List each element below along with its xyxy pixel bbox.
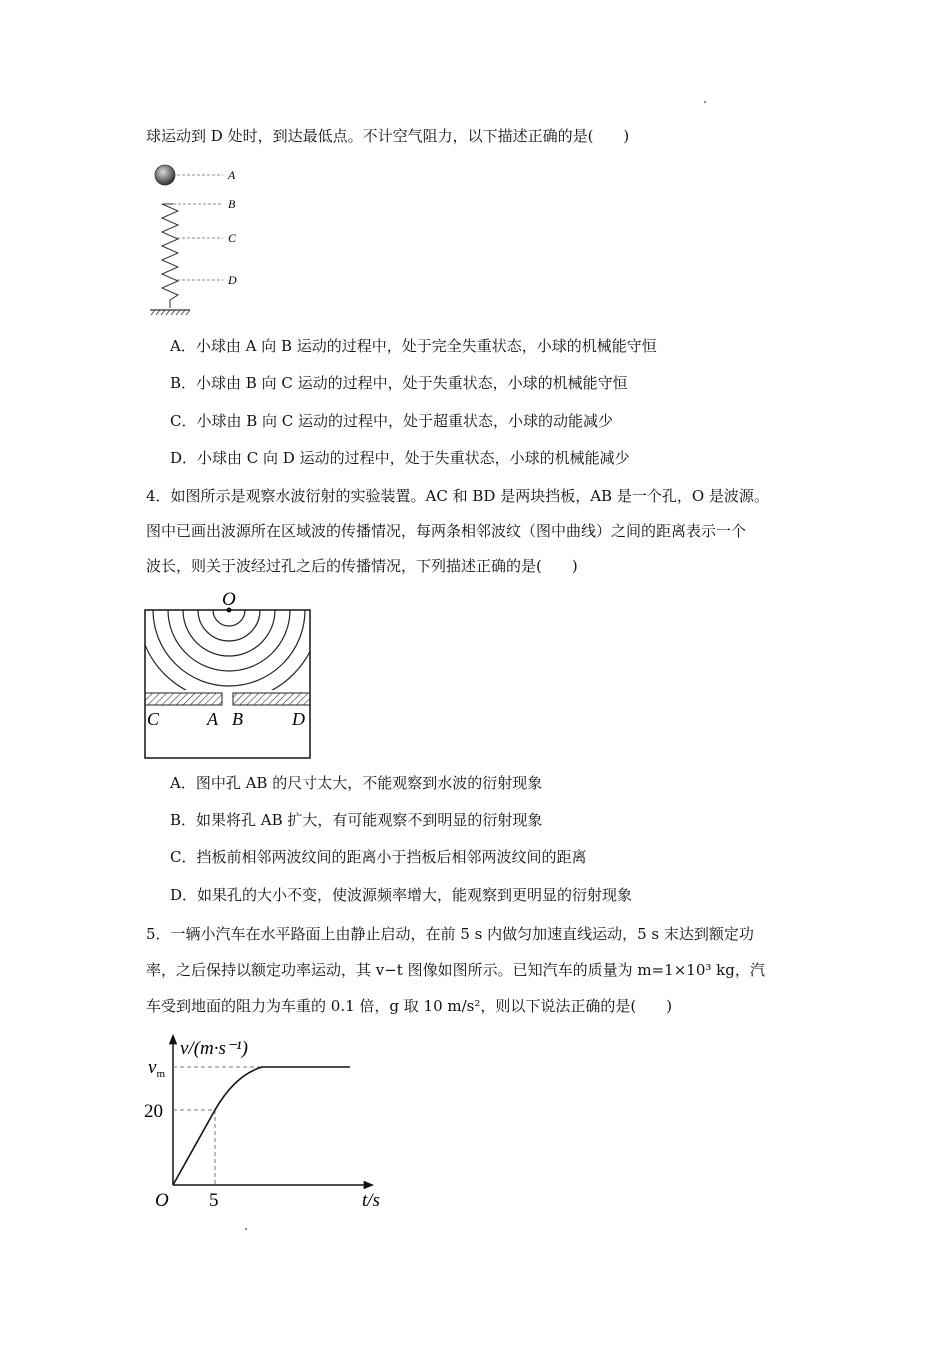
q4-option-a: A．图中孔 AB 的尺寸太大，不能观察到水波的衍射现象	[170, 774, 543, 792]
origin-label: O	[155, 1190, 169, 1211]
q3-option-d: D．小球由 C 向 D 运动的过程中，处于失重状态，小球的机械能减少	[170, 449, 630, 467]
y-axis-label: v/(m·s⁻¹)	[180, 1038, 248, 1059]
x-axis-label: t/s	[362, 1190, 380, 1211]
q4-stem-line-2: 图中已画出波源所在区域波的传播情况，每两条相邻波纹（图中曲线）之间的距离表示一个	[146, 522, 747, 540]
q3-option-c: C．小球由 B 向 C 运动的过程中，处于超重状态，小球的动能减少	[170, 412, 614, 430]
page-speck	[704, 101, 706, 103]
q4-option-c: C．挡板前相邻两波纹间的距离小于挡板后相邻两波纹间的距离	[170, 848, 587, 866]
q4-stem-line-1: 4．如图所示是观察水波衍射的实验装置。AC 和 BD 是两块挡板，AB 是一个孔，O 是波源。	[146, 487, 769, 505]
q3-option-a: A．小球由 A 向 B 运动的过程中，处于完全失重状态，小球的机械能守恒	[170, 337, 657, 355]
label-a: A	[207, 709, 218, 729]
label-d: D	[292, 709, 305, 729]
page-speck	[245, 1228, 247, 1230]
label-a: A	[228, 168, 236, 182]
label-b: B	[228, 197, 236, 211]
x-tick-5: 5	[209, 1190, 219, 1211]
spring-ball-figure	[145, 160, 255, 320]
spring	[162, 204, 178, 308]
y-tick-vm: $v_m$	[148, 1057, 165, 1080]
q3-option-b: B．小球由 B 向 C 运动的过程中，处于失重状态，小球的机械能守恒	[170, 374, 628, 392]
label-c: C	[228, 231, 237, 245]
label-d: D	[228, 273, 237, 287]
vt-graph	[140, 1030, 400, 1220]
q4-option-d: D．如果孔的大小不变，使波源频率增大，能观察到更明显的衍射现象	[170, 886, 633, 904]
y-tick-20: 20	[144, 1101, 163, 1122]
water-wave-figure	[140, 585, 320, 765]
label-o: O	[222, 589, 236, 610]
vt-curve	[173, 1067, 350, 1185]
q4-option-b: B．如果将孔 AB 扩大，有可能观察不到明显的衍射现象	[170, 811, 543, 829]
ball	[155, 165, 175, 185]
label-c: C	[147, 709, 160, 729]
q5-stem-line-3: 车受到地面的阻力为车重的 0.1 倍，g 取 10 m/s²，则以下说法正确的是( )	[146, 997, 673, 1015]
q5-stem-line-2: 率，之后保持以额定功率运动，其 v−t 图像如图所示。已知汽车的质量为 m=1×10³ kg，汽	[146, 961, 765, 979]
q5-stem-line-1: 5．一辆小汽车在水平路面上由静止启动，在前 5 s 内做匀加速直线运动，5 s 末达到额定功	[146, 925, 754, 943]
label-b: B	[232, 709, 243, 729]
q3-stem-line: 球运动到 D 处时，到达最低点。不计空气阻力，以下描述正确的是( )	[146, 127, 630, 145]
q4-stem-line-3: 波长，则关于波经过孔之后的传播情况，下列描述正确的是( )	[146, 557, 578, 575]
